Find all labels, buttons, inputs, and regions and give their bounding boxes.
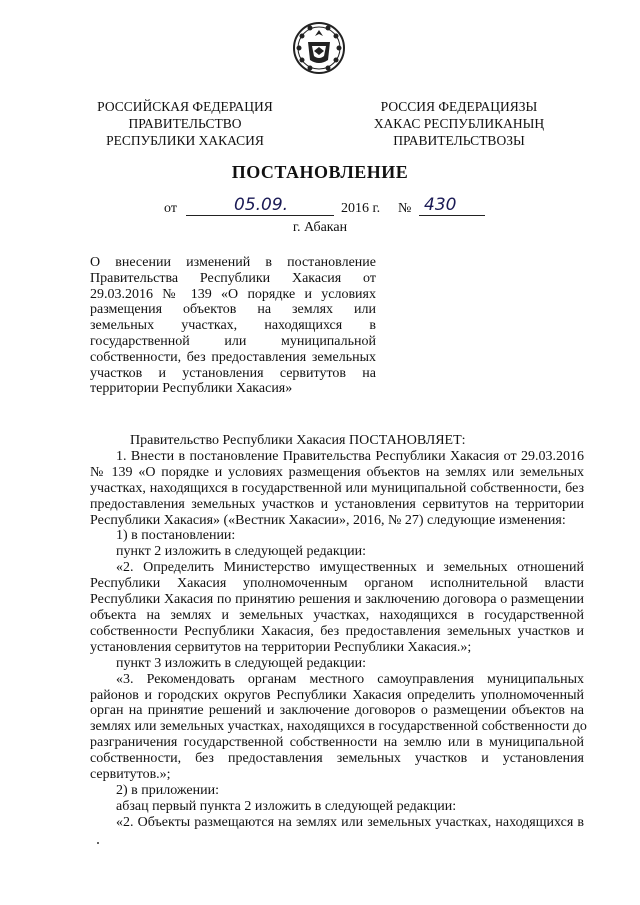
date-underline (186, 215, 334, 216)
date-number-row (164, 195, 494, 221)
city-name: г. Абакан (292, 220, 348, 235)
body-line: разграничения государственной собственности на землю или в муниципальной (90, 735, 584, 751)
body-line: Республики Хакасия» («Вестник Хакасии», 2016, № 27) следующие изменения: (90, 512, 566, 528)
header-right-line: РОССИЯ ФЕДЕРАЦИЯЗЫ (380, 99, 538, 114)
header-right-line: ПРАВИТЕЛЬСТВОЗЫ (393, 133, 525, 148)
body-line: объекта на землях и земельных участках, находящихся в государственной (90, 607, 584, 623)
body-line: пункт 3 изложить в следующей редакции: (116, 655, 366, 671)
body-line: предоставления земельных участков и установления сервитутов на территории (90, 496, 584, 512)
body-line: Правительство Республики Хакасия ПОСТАНОВЛЯЕТ: (130, 433, 466, 448)
date-prefix: от (164, 201, 177, 216)
coat-of-arms-icon (292, 18, 346, 78)
subject-line: размещения объектов на землях или (90, 302, 376, 318)
body-line: участках, находящихся в государственной или муниципальной собственности, без (90, 480, 584, 496)
body-line: землях или земельных участках, находящихся в государственной собственности до (90, 719, 587, 735)
subject-line: Правительства Республики Хакасия от (90, 270, 376, 286)
subject-line: территории Республики Хакасия» (90, 381, 293, 397)
page-mark (97, 842, 99, 844)
body-line: установления сервитутов на территории Республики Хакасия.»; (90, 639, 472, 655)
body-line: орган на принятие решений и заключение договоров о размещении объектов на (90, 703, 584, 719)
body-line: 1) в постановлении: (116, 528, 236, 544)
body-line: Республики Хакасия уполномоченным органом исполнительной власти (90, 576, 584, 592)
handwritten-date: 05.09. (234, 195, 289, 215)
subject-line: участков и установления сервитутов на (90, 365, 376, 381)
body-text (90, 433, 587, 831)
number-underline (419, 215, 485, 216)
body-line: абзац первый пункта 2 изложить в следующей редакции: (116, 798, 457, 814)
header-left-block (75, 98, 295, 149)
header-left-line: ПРАВИТЕЛЬСТВО (128, 116, 242, 131)
body-line: собственности Республики Хакасия, без предоставления земельных участков и (90, 623, 584, 639)
body-line: собственности, без предоставления земельных участков и установления (90, 751, 584, 767)
subject-line: земельных участках, находящихся в (90, 318, 376, 334)
subject-line: О внесении изменений в постановление (90, 255, 376, 270)
body-line: 1. Внести в постановление Правительства Республики Хакасия от 29.03.2016 (116, 448, 584, 464)
header-right-block (349, 98, 569, 149)
body-line: районов и городских округов Республики Хакасия определить уполномоченный (90, 687, 584, 703)
body-line: 2) в приложении: (116, 782, 219, 798)
number-sign: № (398, 201, 412, 216)
subject-block (90, 255, 376, 397)
header-right-line: ХАКАС РЕСПУБЛИКАНЫҢ (373, 116, 545, 131)
document-title: ПОСТАНОВЛЕНИЕ (231, 162, 409, 182)
handwritten-number: 430 (424, 195, 457, 215)
subject-line: государственной или муниципальной (90, 333, 376, 349)
body-line: «3. Рекомендовать органам местного самоуправления муниципальных (116, 671, 584, 687)
body-line: Республики Хакасия по принятию решения и заключению договора о размещении (90, 592, 584, 608)
subject-line: собственности, без предоставления земельных (90, 349, 376, 365)
subject-line: 29.03.2016 № 139 «О порядке и условиях (90, 286, 376, 302)
header-left-line: РОССИЙСКАЯ ФЕДЕРАЦИЯ (97, 99, 273, 114)
body-line: № 139 «О порядке и условиях размещения объектов на землях или земельных (90, 464, 584, 480)
header-left-line: РЕСПУБЛИКИ ХАКАСИЯ (106, 133, 264, 148)
date-year: 2016 г. (341, 201, 381, 216)
body-line: «2. Объекты размещаются на землях или земельных участках, находящихся в (116, 814, 584, 830)
body-line: «2. Определить Министерство имущественных и земельных отношений (116, 560, 584, 576)
body-line: пункт 2 изложить в следующей редакции: (116, 544, 366, 560)
body-line: сервитутов.»; (90, 767, 171, 783)
